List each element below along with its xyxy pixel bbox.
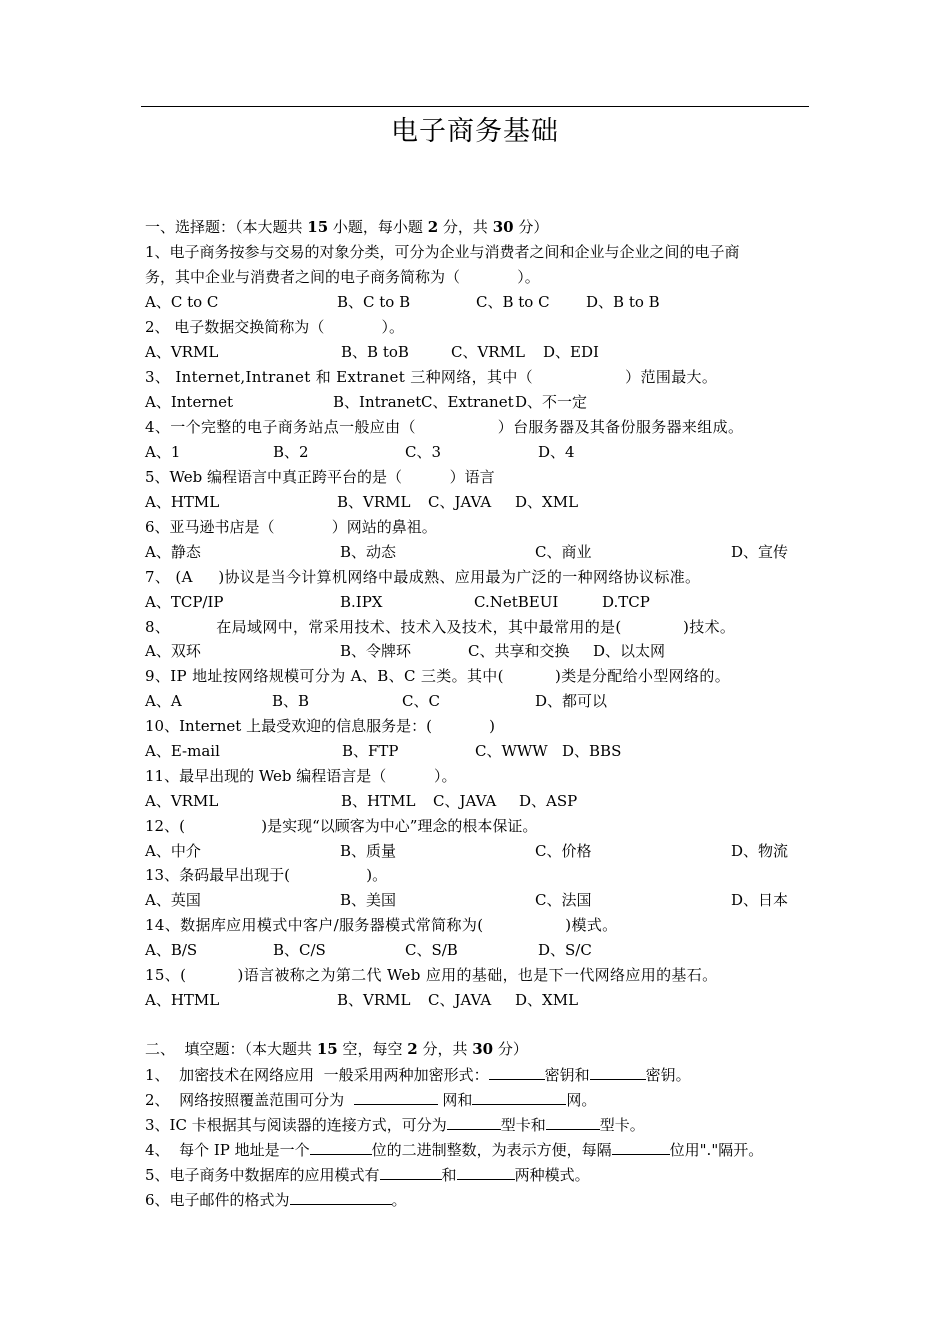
answer-blank[interactable]: [310, 1139, 372, 1155]
question-5-option-c[interactable]: C、JAVA: [428, 493, 492, 511]
header-rule: [141, 106, 809, 107]
fill-item-text: 位的二进制整数，为表示方便，每隔: [371, 1141, 612, 1159]
question-15-options: [145, 990, 815, 1010]
question-1-option-b[interactable]: B、C to B: [337, 293, 411, 311]
question-11-text: 11、最早出现的 Web 编程语言是（ ）。: [145, 767, 457, 785]
question-7-option-a[interactable]: A、TCP/IP: [145, 593, 224, 611]
question-2-text: 2、 电子数据交换简称为（ ）。: [145, 318, 405, 336]
question-5-option-a[interactable]: A、HTML: [145, 493, 220, 511]
question-12-options: [145, 841, 815, 861]
fill-item-2: [145, 1089, 596, 1110]
question-8-option-d[interactable]: D、以太网: [593, 642, 666, 660]
answer-blank[interactable]: [380, 1164, 442, 1180]
question-6-option-d[interactable]: D、宣传: [731, 543, 789, 561]
question-15-text: 15、( )语言被称之为第二代 Web 应用的基础，也是下一代网络应用的基石。: [145, 966, 718, 984]
question-1-option-d[interactable]: D、B to B: [586, 293, 660, 311]
question-14-text: 14、数据库应用模式中客户/服务器模式常简称为( )模式。: [145, 916, 618, 934]
question-12-option-d[interactable]: D、物流: [731, 842, 789, 860]
question-3-text: 3、 Internet,Intranet 和 Extranet 三种网络，其中（ ）范围最大。: [145, 368, 718, 386]
question-11-option-b[interactable]: B、HTML: [341, 792, 416, 810]
question-8-options: [145, 641, 815, 661]
question-9-option-c[interactable]: C、C: [402, 692, 440, 710]
question-12-option-a[interactable]: A、中介: [145, 842, 201, 860]
question-7-option-c[interactable]: C.NetBEUI: [474, 593, 559, 611]
question-14-option-a[interactable]: A、B/S: [145, 941, 198, 959]
fill-item-text: 密钥。: [645, 1066, 691, 1084]
question-6-option-a[interactable]: A、静态: [145, 543, 201, 561]
question-13-options: [145, 890, 815, 910]
answer-blank[interactable]: [612, 1139, 670, 1155]
question-2-option-d[interactable]: D、EDI: [543, 343, 599, 361]
question-1-options: [145, 292, 815, 312]
fill-item-5: [145, 1164, 590, 1185]
question-3-options: [145, 392, 815, 412]
question-4-option-a[interactable]: A、1: [145, 443, 181, 461]
question-10-option-b[interactable]: B、FTP: [342, 742, 399, 760]
question-9-text: 9、IP 地址按网络规模可分为 A、B、C 三类。其中( )类是分配给小型网络的。: [145, 667, 731, 685]
answer-blank[interactable]: [290, 1189, 392, 1205]
fill-item-text: 型卡和: [500, 1116, 546, 1134]
fill-item-text: 两种模式。: [514, 1166, 590, 1184]
question-8-text: 8、 在局域网中，常采用技术、技术入及技术，其中最常用的是( )技术。: [145, 618, 736, 636]
question-7-option-b[interactable]: B.IPX: [340, 593, 383, 611]
fill-item-text: 网和: [437, 1091, 473, 1109]
answer-blank[interactable]: [354, 1089, 438, 1105]
question-1-option-a[interactable]: A、C to C: [145, 293, 219, 311]
question-8-option-b[interactable]: B、令牌环: [340, 642, 412, 660]
question-5-option-d[interactable]: D、XML: [515, 493, 579, 511]
question-9-options: [145, 691, 815, 711]
question-2-option-b[interactable]: B、B toB: [341, 343, 409, 361]
fill-item-6: [145, 1189, 407, 1210]
question-14-option-b[interactable]: B、C/S: [273, 941, 326, 959]
question-7-text: 7、 (A )协议是当今计算机网络中最成熟、应用最为广泛的一种网络协议标准。: [145, 568, 701, 586]
section1-header: 一、选择题：（本大题共 15 小题，每小题 2 分，共 30 分）: [145, 218, 549, 236]
question-9-option-d[interactable]: D、都可以: [535, 692, 608, 710]
question-14-options: [145, 940, 815, 960]
question-14-option-d[interactable]: D、S/C: [538, 941, 592, 959]
question-4-options: [145, 442, 815, 462]
question-1-text: 1、电子商务按参与交易的对象分类，可分为企业与消费者之间和企业与企业之间的电子商: [145, 243, 740, 261]
fill-item-4: [145, 1139, 763, 1160]
question-1-text: 务，其中企业与消费者之间的电子商务简称为（ ）。: [145, 268, 540, 286]
question-1-option-c[interactable]: C、B to C: [476, 293, 550, 311]
answer-blank[interactable]: [447, 1114, 501, 1130]
question-5-text: 5、Web 编程语言中真正跨平台的是（ ）语言: [145, 468, 495, 486]
question-11-options: [145, 791, 815, 811]
question-13-option-a[interactable]: A、英国: [145, 891, 201, 909]
question-10-option-d[interactable]: D、BBS: [562, 742, 622, 760]
question-2-option-a[interactable]: A、VRML: [145, 343, 219, 361]
answer-blank[interactable]: [489, 1064, 545, 1080]
question-3-option-d[interactable]: D、不一定: [515, 393, 588, 411]
fill-item-text: 4、 每个 IP 地址是一个: [145, 1141, 310, 1159]
question-6-option-b[interactable]: B、动态: [340, 543, 397, 561]
question-6-text: 6、亚马逊书店是（ ）网站的鼻祖。: [145, 518, 437, 536]
question-4-option-c[interactable]: C、3: [405, 443, 442, 461]
question-7-options: [145, 592, 815, 612]
fill-item-text: 5、电子商务中数据库的应用模式有: [145, 1166, 380, 1184]
question-13-option-d[interactable]: D、日本: [731, 891, 789, 909]
question-8-option-c[interactable]: C、共享和交换: [468, 642, 570, 660]
fill-item-text: 和: [441, 1166, 457, 1184]
question-2-options: [145, 342, 815, 362]
question-11-option-d[interactable]: D、ASP: [519, 792, 578, 810]
question-2-option-c[interactable]: C、VRML: [451, 343, 525, 361]
question-10-option-c[interactable]: C、WWW: [475, 742, 548, 760]
question-4-option-b[interactable]: B、2: [273, 443, 309, 461]
answer-blank[interactable]: [546, 1114, 600, 1130]
question-3-option-c[interactable]: C、Extranet: [421, 393, 514, 411]
question-3-option-a[interactable]: A、Internet: [145, 393, 234, 411]
fill-item-3: [145, 1114, 645, 1135]
fill-item-1: [145, 1064, 691, 1085]
question-10-option-a[interactable]: A、E-mail: [145, 742, 220, 760]
question-5-options: [145, 492, 815, 512]
question-15-option-a[interactable]: A、HTML: [145, 991, 220, 1009]
fill-item-text: 2、 网络按照覆盖范围可分为: [145, 1091, 354, 1109]
question-6-options: [145, 542, 815, 562]
question-13-text: 13、条码最早出现于( )。: [145, 866, 388, 884]
fill-item-text: 1、 加密技术在网络应用 一般采用两种加密形式：: [145, 1066, 489, 1084]
answer-blank[interactable]: [590, 1064, 646, 1080]
fill-item-text: 3、IC 卡根据其与阅读器的连接方式，可分为: [145, 1116, 447, 1134]
question-13-option-b[interactable]: B、美国: [340, 891, 397, 909]
question-13-option-c[interactable]: C、法国: [535, 891, 592, 909]
question-3-option-b[interactable]: B、Intranet: [333, 393, 422, 411]
fill-item-text: 。: [391, 1191, 407, 1209]
section2-header: 二、 填空题：（本大题共 15 空，每空 2 分，共 30 分）: [145, 1040, 528, 1058]
fill-item-text: 密钥和: [544, 1066, 590, 1084]
question-12-option-c[interactable]: C、价格: [535, 842, 592, 860]
question-9-option-b[interactable]: B、B: [272, 692, 310, 710]
question-15-option-b[interactable]: B、VRML: [337, 991, 411, 1009]
question-12-text: 12、( )是实现“以顾客为中心”理念的根本保证。: [145, 817, 538, 835]
answer-blank[interactable]: [457, 1164, 515, 1180]
fill-item-text: 位用"."隔开。: [669, 1141, 764, 1159]
fill-item-text: 6、电子邮件的格式为: [145, 1191, 290, 1209]
question-10-text: 10、Internet 上最受欢迎的信息服务是：( ): [145, 717, 496, 735]
fill-item-text: 型卡。: [599, 1116, 645, 1134]
question-12-option-b[interactable]: B、质量: [340, 842, 397, 860]
fill-item-text: 网。: [566, 1091, 597, 1109]
question-7-option-d[interactable]: D.TCP: [602, 593, 650, 611]
question-9-option-a[interactable]: A、A: [145, 692, 182, 710]
question-11-option-a[interactable]: A、VRML: [145, 792, 219, 810]
question-10-options: [145, 741, 815, 761]
question-4-text: 4、一个完整的电子商务站点一般应由（ ）台服务器及其备份服务器来组成。: [145, 418, 744, 436]
question-15-option-d[interactable]: D、XML: [515, 991, 579, 1009]
document-title: 电子商务基础: [391, 116, 559, 147]
question-5-option-b[interactable]: B、VRML: [337, 493, 411, 511]
question-15-option-c[interactable]: C、JAVA: [428, 991, 492, 1009]
question-4-option-d[interactable]: D、4: [538, 443, 575, 461]
question-14-option-c[interactable]: C、S/B: [405, 941, 458, 959]
question-11-option-c[interactable]: C、JAVA: [433, 792, 497, 810]
answer-blank[interactable]: [472, 1089, 566, 1105]
question-6-option-c[interactable]: C、商业: [535, 543, 592, 561]
question-8-option-a[interactable]: A、双环: [145, 642, 201, 660]
